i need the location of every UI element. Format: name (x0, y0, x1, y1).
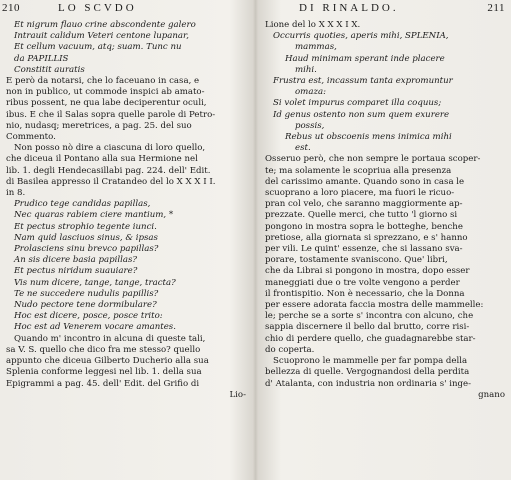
text-line: E però da notarsi, che lo faceuano in casa, e (6, 76, 200, 87)
text-line: lib. 1. degli Hendecasillabi pag. 224. dell' Edit. (6, 165, 211, 176)
text-line: sa V. S. quello che dico fra me stesso? quello (6, 344, 201, 355)
text-line: ibus. E che il Salas sopra quelle parole di Petro- (6, 109, 216, 120)
text-line: Prolasciens sinu brevco papillas? (14, 244, 159, 255)
text-line: Si volet impurus comparet illa coquus; (273, 98, 442, 109)
text-line: possis, (295, 120, 325, 131)
text-line: Rebus ut obscoenis mens inimica mihi (285, 132, 452, 143)
text-line: scuoprano a loro piacere, ma fuori le ricuo- (265, 188, 455, 199)
text-line: bellezza di quelle. Vergognandosi della perdita (265, 367, 470, 378)
text-line: Te ne succedere nudulis papillis? (14, 288, 159, 299)
text-line: le; perche se a sorte s' incontra con alcuno, che (265, 311, 474, 322)
text-line: sappia discernere il bello dal brutto, corre risi- (265, 322, 470, 333)
text-line: appunto che diceua Gilberto Ducherio alla sua (6, 356, 209, 367)
text-line: di Basilea appresso il Cratandeo del lo X X X I I. (6, 176, 216, 187)
right-page-number: 211 (487, 2, 505, 14)
left-running-head: LO SCVDO (58, 2, 137, 14)
text-line: non in publico, ut commode inspici ab amato- (6, 87, 205, 98)
text-line: Commento. (6, 132, 56, 143)
text-line: Osseruo però, che non sempre le portaua scoper- (265, 154, 481, 165)
text-line: gnano (478, 389, 505, 400)
text-line: Et pectus strophio tegente iunci. (14, 221, 157, 232)
text-line: del carissimo amante. Quando sono in casa le (265, 176, 465, 187)
text-line: Vis num dicere, tange, tange, tracta? (14, 277, 176, 288)
right-page (259, 0, 511, 480)
text-line: Nudo pectore tene dormibulare? (14, 300, 157, 311)
text-line: per vili. Le quint' essenze, che si lassano sva- (265, 244, 463, 255)
text-line: porare, tostamente svaniscono. Que' libri, (265, 255, 448, 266)
text-line: Epigrammi a pag. 45. dell' Edit. del Grifio di (6, 378, 200, 389)
text-line: pretiose, alla giornata si sprezzano, e s' hanno (265, 232, 468, 243)
text-line: Scuoprono le mammelle per far pompa della (273, 356, 468, 367)
text-line: che diceua il Pontano alla sua Hermione nel (6, 154, 198, 165)
text-line: per essere adorata faccia mostra delle mammelle: (265, 300, 484, 311)
text-line: che da Librai si pongono in mostra, dopo esser (265, 266, 470, 277)
text-line: Et cellum vacuum, atq; suam. Tunc nu (14, 42, 182, 53)
text-line: Nec quaras rabiem ciere mantium, * (14, 210, 174, 221)
text-line: prezzate. Quelle merci, che tutto 'l giorno si (265, 210, 458, 221)
text-line: maneggiati due o tre volte vengono a perder (265, 277, 460, 288)
text-line: Hoc est ad Venerem vocare amantes. (14, 322, 176, 333)
text-line: pongono in mostra sopra le botteghe, benche (265, 221, 463, 232)
text-line: Prudico tege candidas papillas, (14, 199, 151, 210)
text-line: mammas, (295, 42, 337, 53)
text-line: pran col velo, che saranno maggiormente ap- (265, 199, 463, 210)
text-line: Lione del lo X X X I X. (265, 20, 361, 30)
text-line: da PAPILLIS (14, 53, 69, 64)
text-line: Id genus ostento non sum quem exurere (273, 109, 450, 120)
text-line: nio, nudasq; meretrices, a pag. 25. del suo (6, 120, 192, 131)
left-page (0, 0, 252, 480)
text-line: Intrauit calidum Veteri centone lupanar, (14, 31, 189, 42)
left-page-header (0, 0, 252, 18)
left-page-text (6, 20, 250, 401)
text-line: mihi. (295, 64, 317, 75)
text-line: Occurris quoties, aperis mihi, SPLENIA, (273, 31, 449, 42)
text-line: Splenia conforme leggesi nel lib. 1. della sua (6, 367, 202, 378)
text-line: Haud minimam sperant inde placere (285, 53, 445, 64)
text-line: Et nigrum flauo crine abscondente galero (14, 20, 196, 30)
text-line: Quando m' incontro in alcuna di queste tali, (14, 333, 206, 344)
text-line: An sis dicere basia papillas? (14, 255, 137, 266)
right-running-head: DI RINALDO. (299, 2, 399, 14)
text-line: do coperta. (265, 344, 315, 355)
text-line: omaza: (295, 87, 326, 98)
text-line: Frustra est, incassum tanta expromuntur (273, 76, 453, 87)
text-line: Non posso nò dire a ciascuna di loro quello, (14, 143, 206, 154)
text-line: chio di perdere quello, che guadagnarebbe star- (265, 333, 476, 344)
text-line: est. (295, 143, 311, 154)
text-line: Lio- (229, 389, 246, 400)
text-line: Constitit auratis (14, 64, 85, 75)
text-line: d' Atalanta, con industria non ordinaria s' inge- (265, 378, 471, 389)
right-page-header (259, 0, 511, 18)
text-line: Nam quid lasciuos sinus, & ipsas (14, 232, 158, 243)
text-line: te; ma solamente le scopriua alla presenza (265, 165, 452, 176)
text-line: Hoc est dicere, posce, posce trito: (14, 311, 163, 322)
text-line: ribus possent, ne qua labe deciperentur oculi, (6, 98, 207, 109)
text-line: Et pectus niridum suauiare? (14, 266, 138, 277)
left-page-number: 210 (2, 2, 20, 14)
right-page-text (265, 20, 509, 401)
text-line: in 8. (6, 188, 26, 199)
text-line: il frontispitio. Non è necessario, che la Donna (265, 288, 465, 299)
